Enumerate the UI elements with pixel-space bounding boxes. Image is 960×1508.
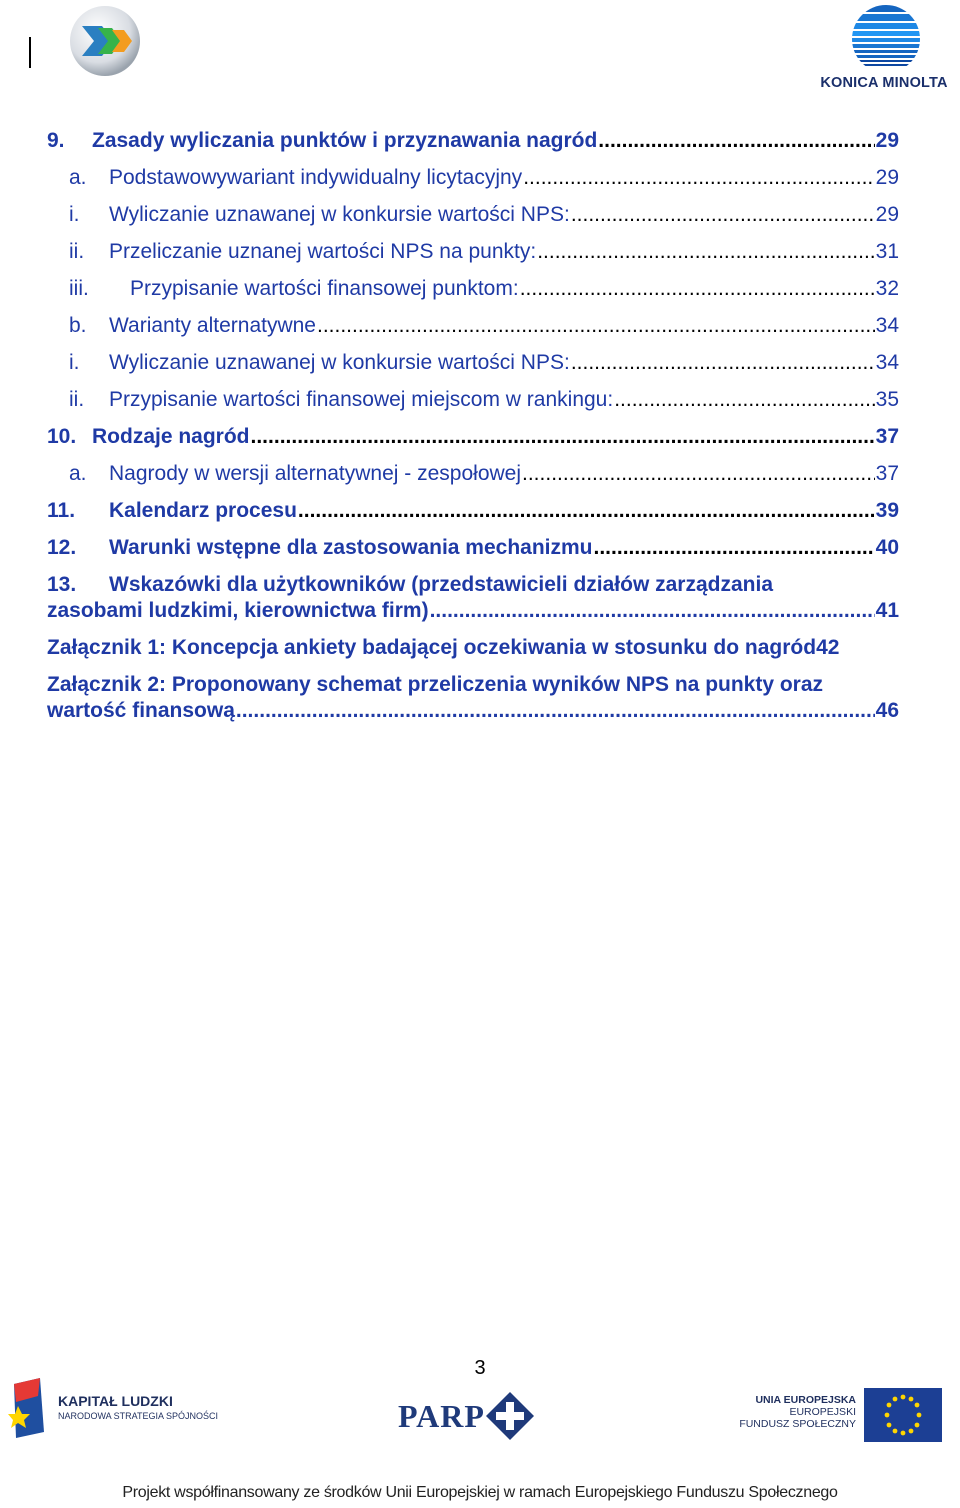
toc-item-9b[interactable]: b. Warianty alternatywne ..... 34: [47, 313, 899, 350]
parp-arrows-icon: [484, 1390, 536, 1442]
konica-minolta-logo: [808, 3, 960, 93]
toc-item-13[interactable]: 13. Wskazówki dla użytkowników (przedstawicieli działów zarządzania zasobami ludzkimi, kierownictwa firm) ..... 41: [47, 572, 899, 624]
toc-annex-1[interactable]: Załącznik 1: Koncepcja ankiety badającej oczekiwania w stosunku do nagród 42: [47, 636, 840, 659]
toc-item-9a[interactable]: a. Podstawowywariant indywidualny licytacyjny ..... 29: [47, 165, 899, 202]
toc-item-9a-ii[interactable]: ii. Przeliczanie uznanej wartości NPS na punkty: ..... 31: [47, 239, 899, 276]
page-number: 3: [474, 1357, 486, 1379]
eu-social-fund-logo: UNIA EUROPEJSKA EUROPEJSKI FUNDUSZ SPOŁECZNY: [746, 1386, 946, 1446]
chevron-arrows-logo-icon: [68, 4, 142, 78]
toc-item-9a-iii[interactable]: iii. Przypisanie wartości finansowej punktom: ..... 32: [47, 276, 899, 313]
table-of-contents: [47, 128, 899, 735]
footer-logos: [0, 1376, 960, 1456]
konica-minolta-wordmark: KONICA MINOLTA: [820, 75, 948, 91]
kapital-ludzki-logo: KAPITAŁ LUDZKI NARODOWA STRATEGIA SPÓJNOŚCI: [8, 1376, 208, 1446]
toc-annex-2[interactable]: Załącznik 2: Proponowany schemat przeliczenia wyników NPS na punkty oraz wartość finansową ..... 46: [47, 672, 899, 724]
toc-item-9b-ii[interactable]: ii. Przypisanie wartości finansowej miejscom w rankingu: ..... 35: [47, 387, 899, 424]
kapital-ludzki-flag-icon: [8, 1376, 52, 1446]
parp-logo: PARP: [398, 1386, 538, 1446]
funding-note: Projekt współfinansowany ze środków Unii Europejskiej w ramach Europejskiego Funduszu Społecznego: [122, 1484, 838, 1501]
konica-globe-icon: [808, 3, 960, 75]
toc-item-9b-i[interactable]: i. Wyliczanie uznawanej w konkursie wartości NPS: ..... 34: [47, 350, 899, 387]
toc-item-10[interactable]: 10. Rodzaje nagród ..... 37: [47, 424, 899, 461]
toc-item-10a[interactable]: a. Nagrody w wersji alternatywnej - zespołowej ..... 37: [47, 461, 899, 498]
toc-item-11[interactable]: 11. Kalendarz procesu ..... 39: [47, 498, 899, 535]
toc-item-12[interactable]: 12. Warunki wstępne dla zastosowania mechanizmu ..... 40: [47, 535, 899, 572]
toc-item-9[interactable]: 9. Zasady wyliczania punktów i przyznawania nagród ..... 29: [47, 128, 899, 165]
eu-flag-icon: [864, 1388, 942, 1442]
toc-item-9a-i[interactable]: i. Wyliczanie uznawanej w konkursie wartości NPS: ..... 29: [47, 202, 899, 239]
text-cursor: [29, 37, 31, 68]
